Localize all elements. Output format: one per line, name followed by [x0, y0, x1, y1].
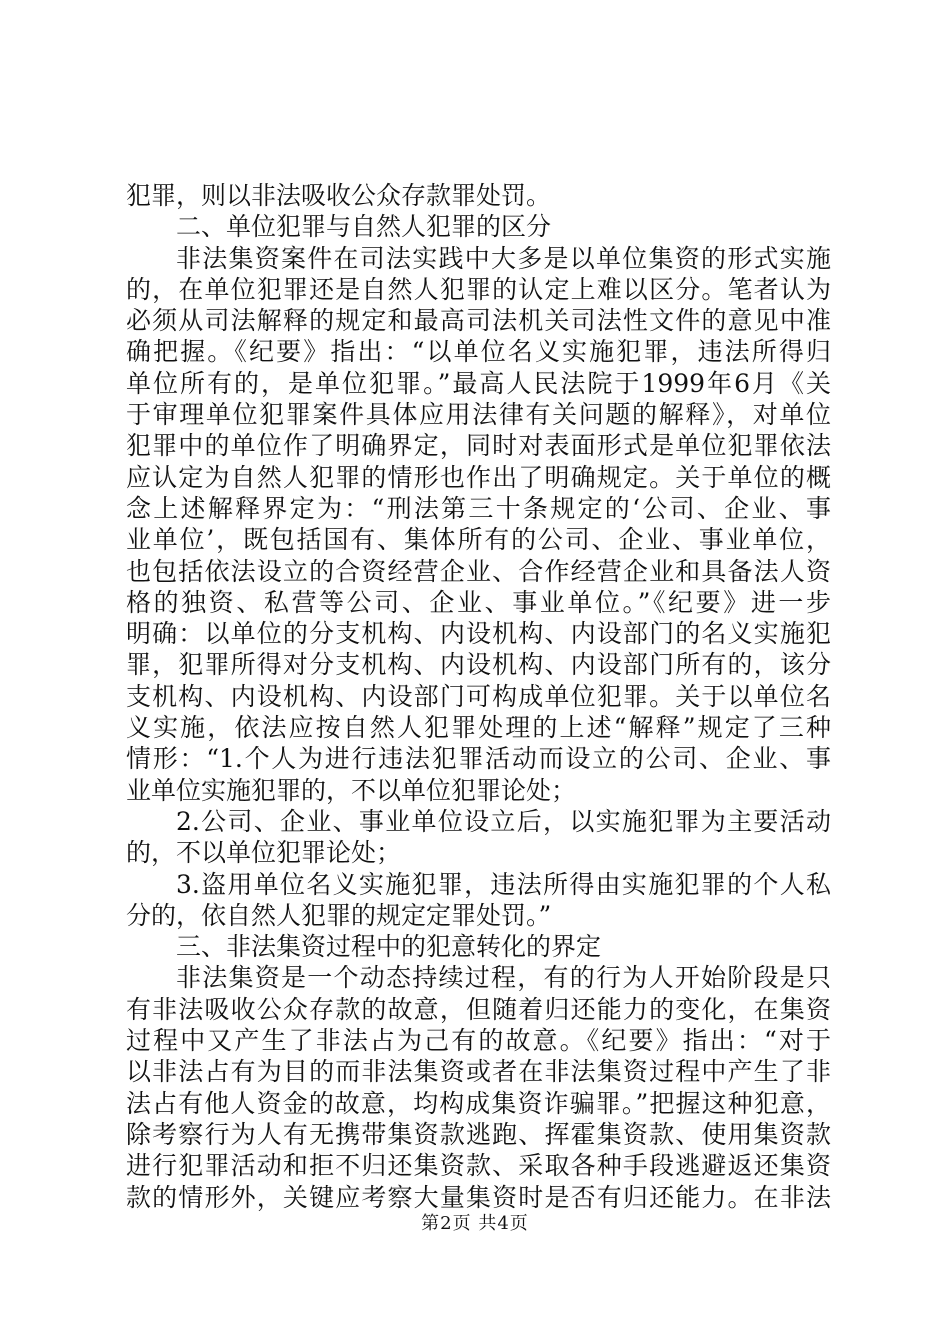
text-line: 的，不以单位犯罪论处；: [126, 838, 402, 868]
text-line: 以非法占有为目的而非法集资或者在非法集资过程中产生了非: [126, 1057, 831, 1087]
text-line: 有非法吸收公众存款的故意，但随着归还能力的变化，在集资: [126, 994, 831, 1024]
page-footer: 第2页 共4页: [421, 1213, 529, 1234]
text-line: 除考察行为人有无携带集资款逃跑、挥霍集资款、使用集资款: [126, 1119, 831, 1149]
text-line: 法占有他人资金的故意，均构成集资诈骗罪。”把握这种犯意，: [126, 1088, 831, 1118]
text-line: 念上述解释界定为：“刑法第三十条规定的‘公司、企业、事: [126, 493, 831, 523]
text-line: 必须从司法解释的规定和最高司法机关司法性文件的意见中准: [126, 306, 831, 336]
text-line: 单位所有的，是单位犯罪。”最高人民法院于1999年6月《关: [126, 368, 831, 398]
text-line: 格的独资、私营等公司、企业、事业单位。”《纪要》进一步: [126, 587, 831, 617]
text-line: 情形：“1.个人为进行违法犯罪活动而设立的公司、企业、事: [126, 744, 831, 774]
text-line: 明确：以单位的分支机构、内设机构、内设部门的名义实施犯: [126, 619, 831, 649]
document-body: [126, 180, 831, 1213]
text-line: 的，在单位犯罪还是自然人犯罪的认定上难以区分。笔者认为: [126, 274, 831, 304]
text-line: 款的情形外，关键应考察大量集资时是否有归还能力。在非法: [126, 1182, 831, 1212]
text-line: 二、单位犯罪与自然人犯罪的区分: [176, 212, 552, 242]
text-line: 2.公司、企业、事业单位设立后，以实施犯罪为主要活动: [176, 806, 831, 836]
text-line: 业单位’，既包括国有、集体所有的公司、企业、事业单位，: [126, 525, 831, 555]
text-line: 非法集资案件在司法实践中大多是以单位集资的形式实施: [176, 243, 831, 273]
text-line: 非法集资是一个动态持续过程，有的行为人开始阶段是只: [176, 963, 831, 993]
text-line: 于审理单位犯罪案件具体应用法律有关问题的解释》，对单位: [126, 400, 831, 430]
text-line: 也包括依法设立的合资经营企业、合作经营企业和具备法人资: [126, 556, 831, 586]
text-line: 过程中又产生了非法占为己有的故意。《纪要》指出：“对于: [126, 1026, 831, 1056]
text-line: 业单位实施犯罪的，不以单位犯罪论处；: [126, 775, 577, 805]
text-line: 犯罪中的单位作了明确界定，同时对表面形式是单位犯罪依法: [126, 431, 831, 461]
text-line: 分的，依自然人犯罪的规定定罪处罚。”: [126, 900, 552, 930]
text-line: 三、非法集资过程中的犯意转化的界定: [176, 932, 602, 962]
text-line: 进行犯罪活动和拒不归还集资款、采取各种手段逃避返还集资: [126, 1151, 831, 1181]
text-line: 犯罪，则以非法吸收公众存款罪处罚。: [126, 181, 552, 210]
text-line: 支机构、内设机构、内设部门可构成单位犯罪。关于以单位名: [126, 681, 831, 711]
text-line: 罪，犯罪所得对分支机构、内设机构、内设部门所有的，该分: [126, 650, 831, 680]
text-line: 确把握。《纪要》指出：“以单位名义实施犯罪，违法所得归: [126, 337, 831, 367]
text-line: 3.盗用单位名义实施犯罪，违法所得由实施犯罪的个人私: [176, 869, 831, 899]
text-line: 义实施，依法应按自然人犯罪处理的上述“解释”规定了三种: [126, 713, 831, 743]
text-line: 应认定为自然人犯罪的情形也作出了明确规定。关于单位的概: [126, 462, 831, 492]
